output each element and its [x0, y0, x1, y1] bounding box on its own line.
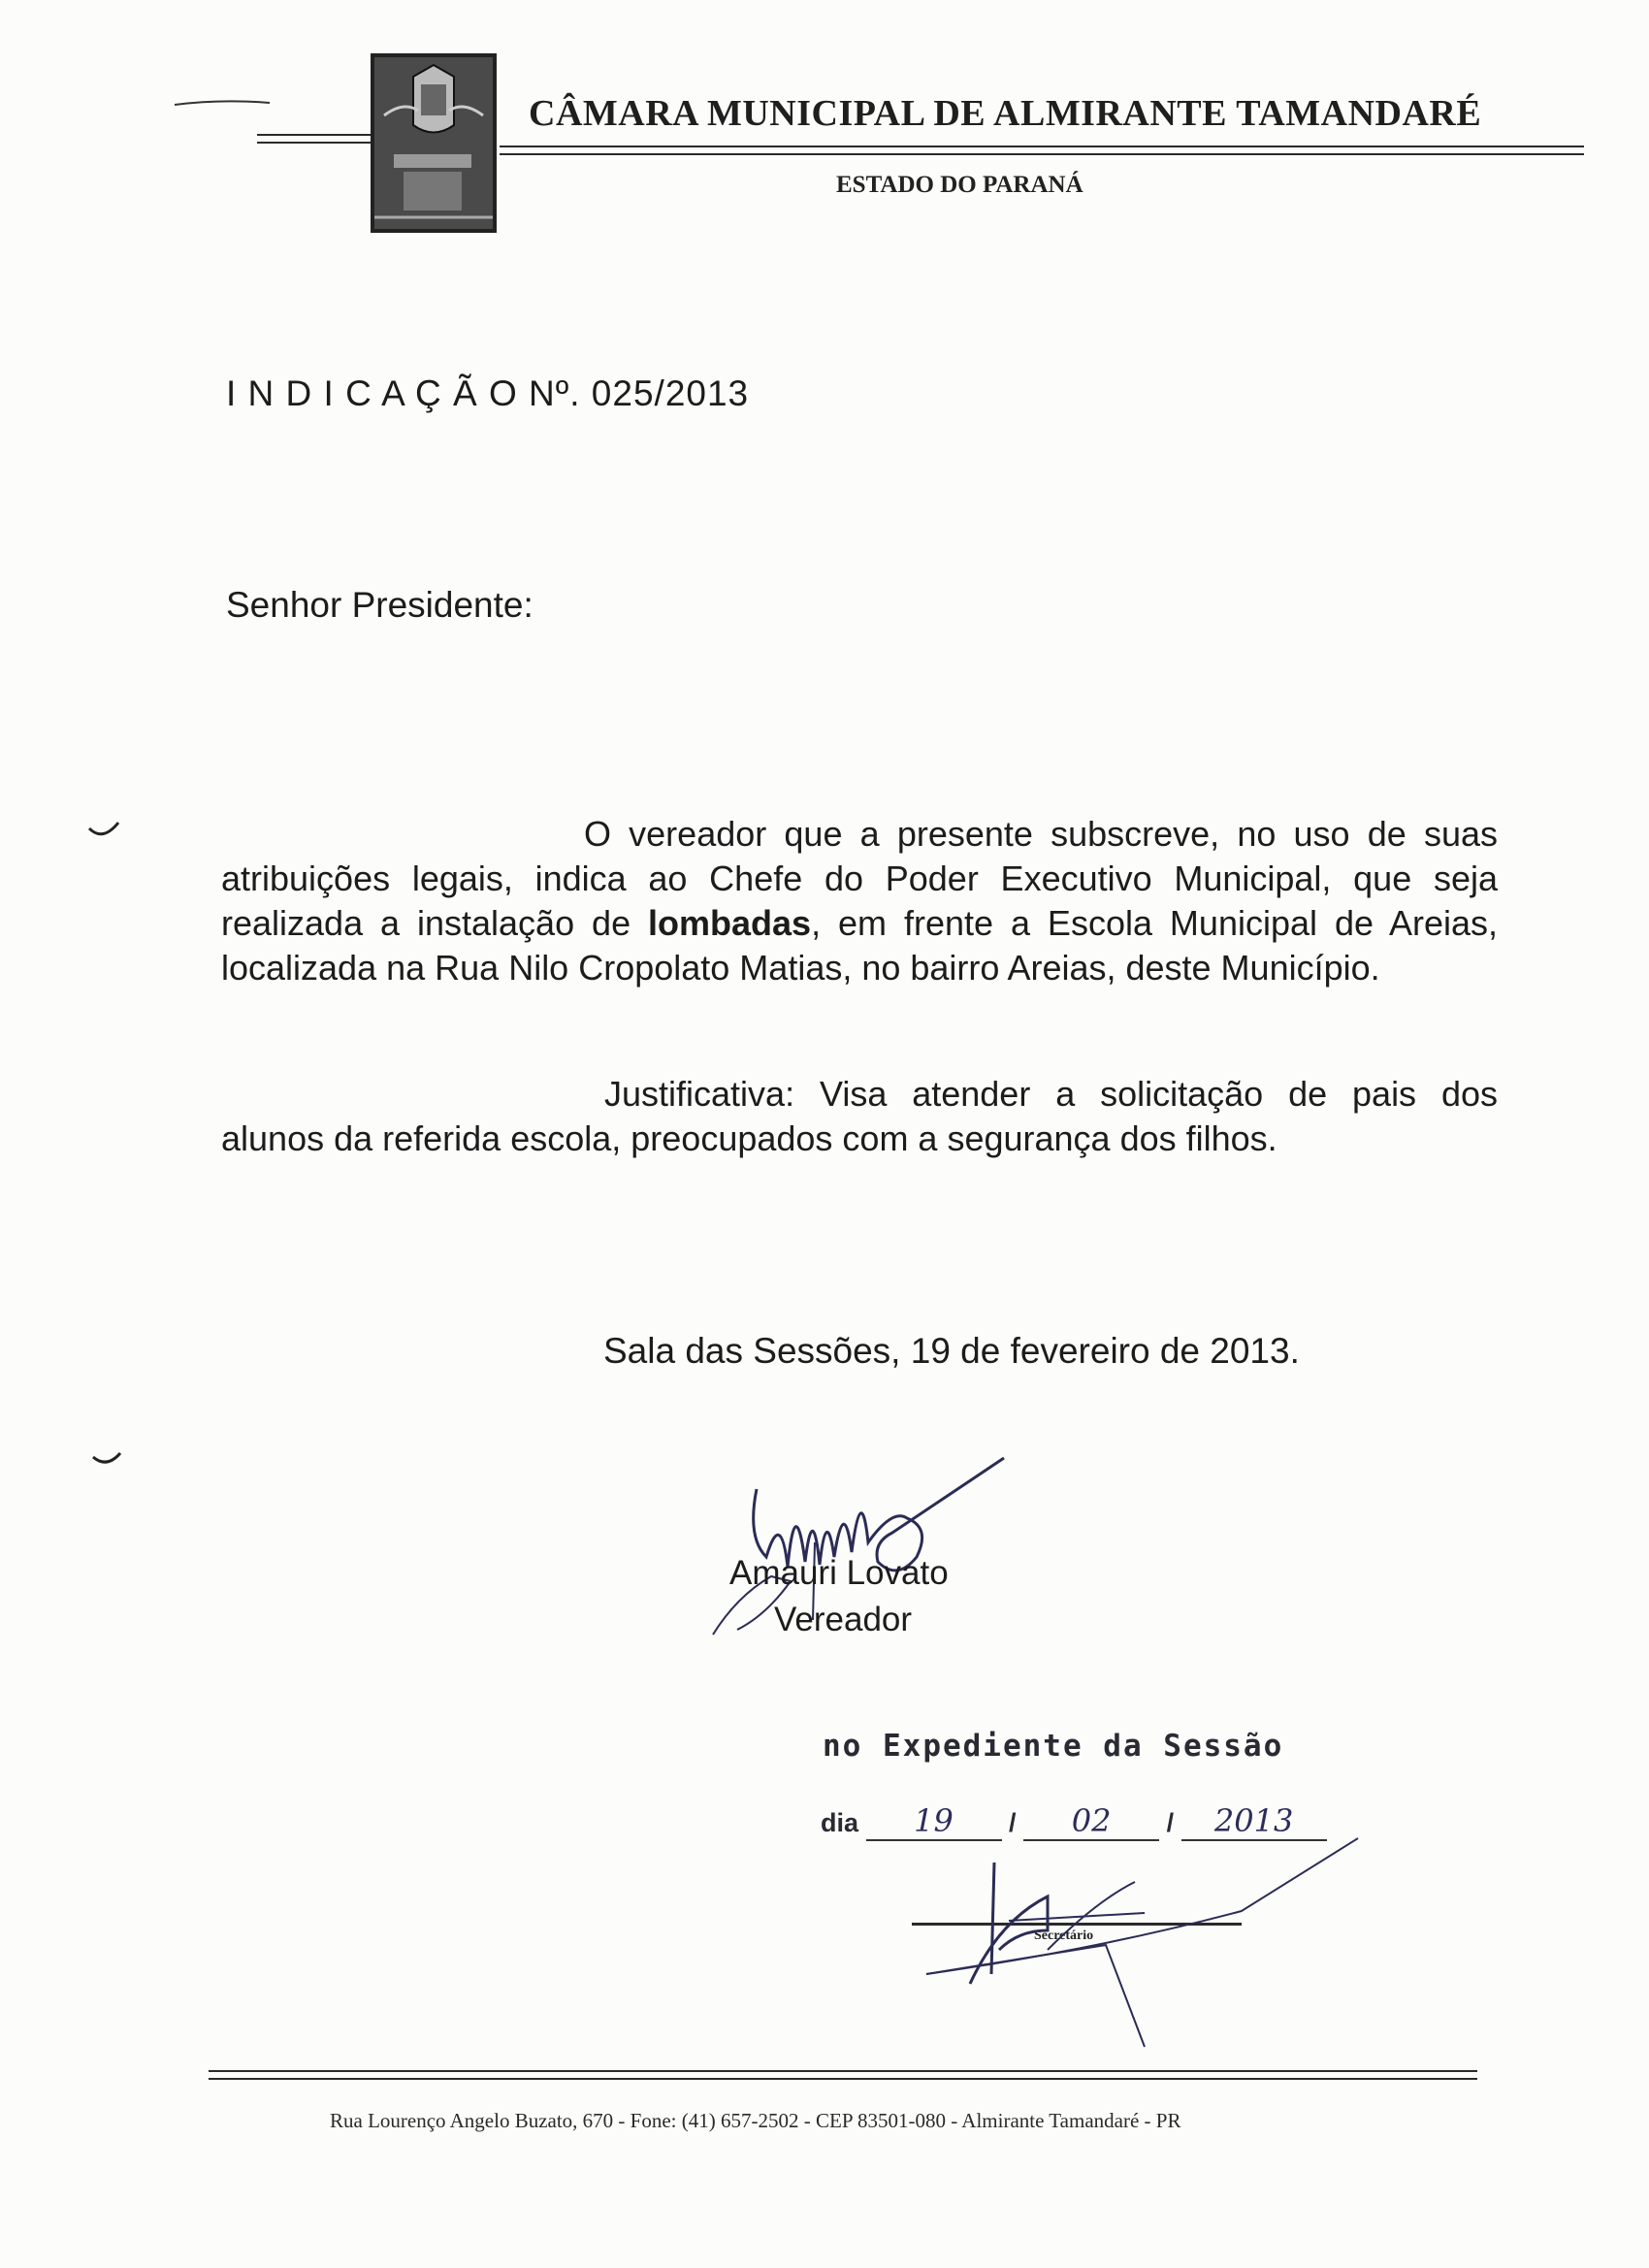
coat-of-arms-icon: [371, 53, 497, 233]
footer-rule-top: [209, 2070, 1477, 2072]
stamp-date-prefix: dia: [821, 1808, 859, 1837]
header-rule-left-bottom: [257, 142, 371, 144]
paragraph2-text: Justificativa: Visa atender a solicitação de pais dos alunos da referida escola, preocupados com a segurança dos filhos.: [221, 1074, 1498, 1158]
signer-role: Vereador: [774, 1601, 913, 1638]
header-rule-left-top: [257, 134, 371, 136]
header-rule-right-bottom: [500, 153, 1584, 155]
stamp-sep-2: /: [1166, 1808, 1175, 1837]
footer-rule-bottom: [209, 2078, 1477, 2080]
stamp-day: 19: [914, 1802, 954, 1839]
institution-title: CÂMARA MUNICIPAL DE ALMIRANTE TAMANDARÉ: [529, 93, 1482, 134]
header-rule-right-top: [500, 146, 1584, 147]
stray-mark-upper: [85, 817, 124, 851]
stamp-month: 02: [1071, 1802, 1112, 1839]
stray-pen-mark: [173, 95, 279, 115]
stamp-handwritten-signature: [902, 1804, 1368, 2061]
signer-name: Amauri Lovato: [729, 1554, 949, 1592]
stamp-sep-1: /: [1009, 1808, 1017, 1837]
footer-address: Rua Lourenço Angelo Buzato, 670 - Fone: (41) 657-2502 - CEP 83501-080 - Almirante Tamandaré - PR: [330, 2109, 1181, 2132]
paragraph1-text-b: , em frente a Escola Municipal de Areias, localizada na Rua Nilo Cropolato Matias, no bairro Areias, deste Município.: [221, 903, 1498, 988]
indicacao-number: I N D I C A Ç Ã O Nº. 025/2013: [226, 373, 750, 413]
greeting: Senhor Presidente:: [226, 585, 534, 625]
paragraph1-text-a: O vereador que a presente subscreve, no uso de suas atribuições legais, indica ao Chefe do Poder Executivo Municipal, que seja realizada a instalação de: [221, 814, 1498, 943]
state-subtitle: ESTADO DO PARANÁ: [836, 172, 1083, 198]
date-line: Sala das Sessões, 19 de fevereiro de 2013.: [603, 1331, 1300, 1371]
stamp-year: 2013: [1213, 1802, 1294, 1839]
stamp-expediente: no Expediente da Sessão: [823, 1729, 1284, 1764]
stray-mark-lower: [89, 1445, 128, 1479]
paragraph-indication: [221, 812, 1498, 990]
paragraph-justification: [221, 1072, 1498, 1161]
stamp-signer-label: Secretário: [1034, 1928, 1094, 1943]
paragraph1-bold: lombadas: [648, 903, 812, 943]
